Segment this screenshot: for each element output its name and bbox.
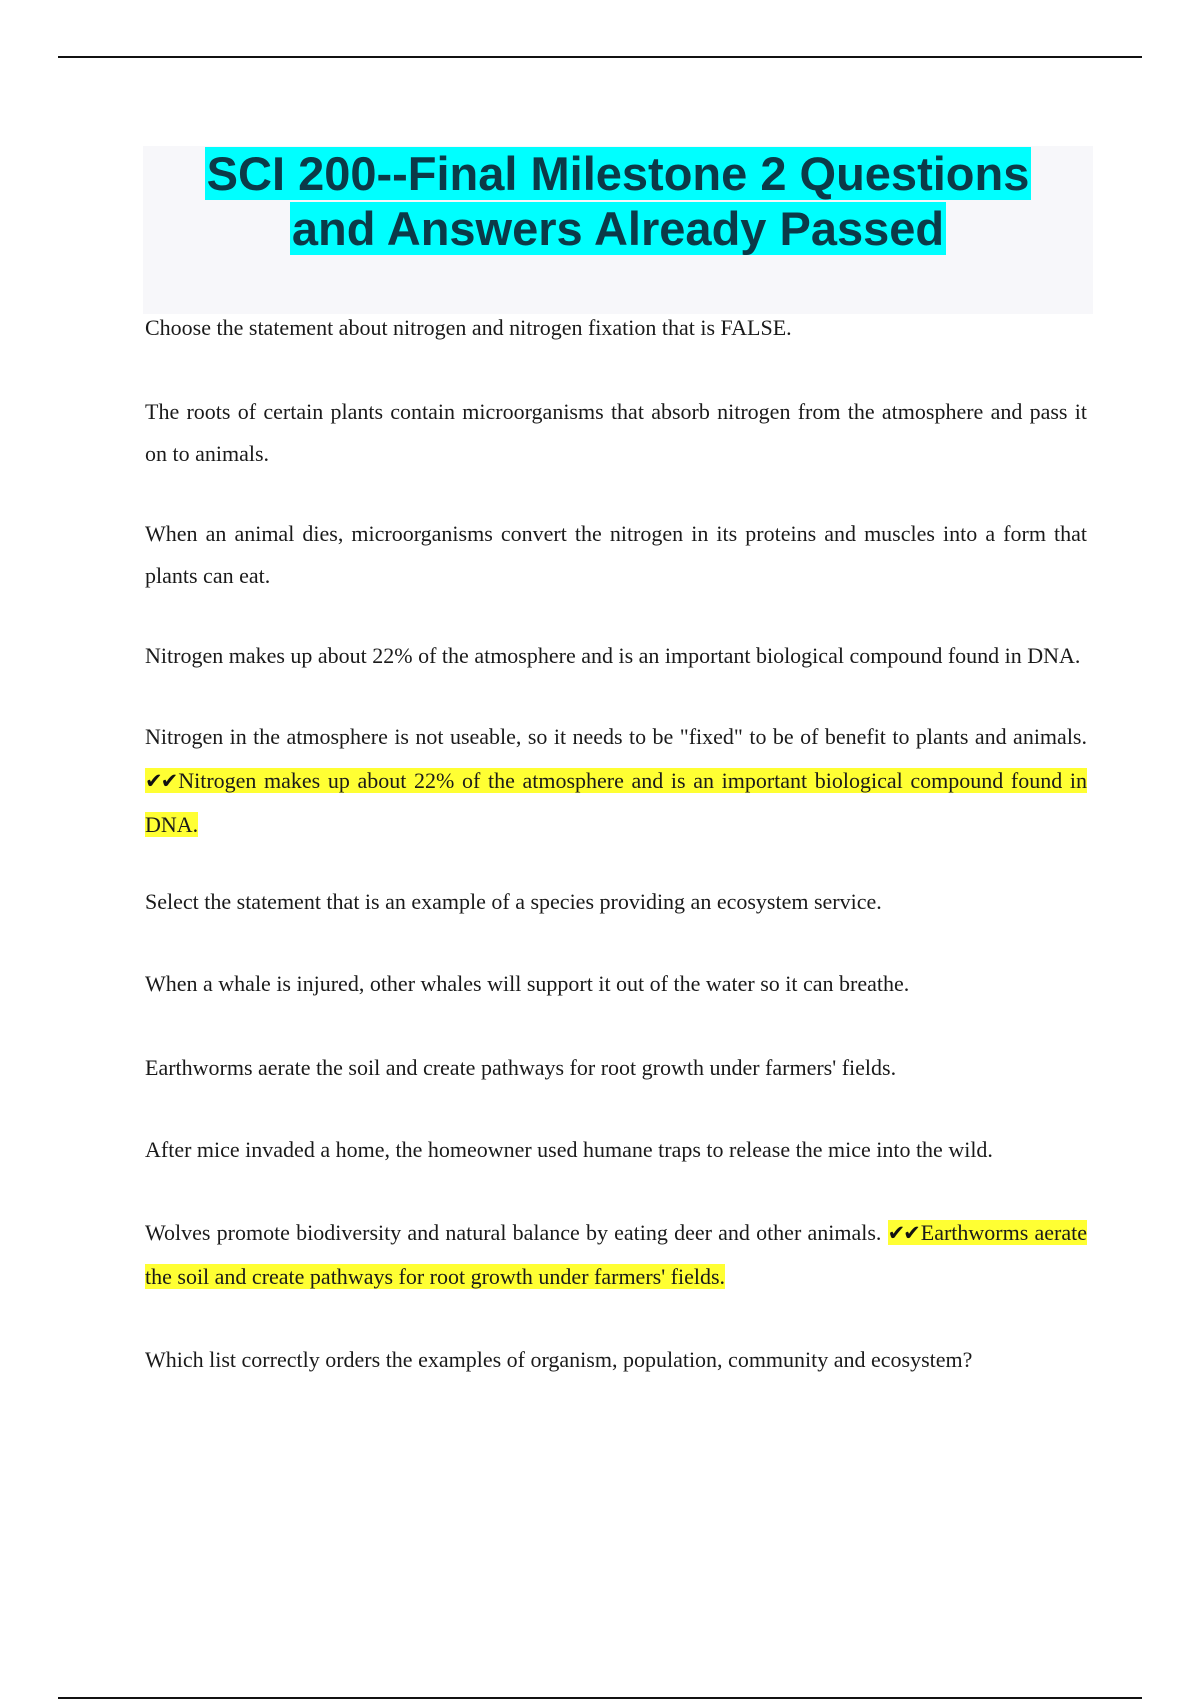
question-2: Select the statement that is an example of a species providing an ecosystem service. — [145, 889, 882, 914]
document-body — [145, 307, 1087, 1381]
question-1-option-4: Nitrogen in the atmosphere is not useable, so it needs to be "fixed" to be of benefit to plants and animals. — [145, 724, 1087, 749]
question-1-answer: Nitrogen makes up about 22% of the atmosphere and is an important biological compound found in DNA. — [145, 768, 1087, 837]
question-1-option-1: The roots of certain plants contain microorganisms that absorb nitrogen from the atmosphere and pass it on to animals. — [145, 399, 1087, 466]
checkmark-icon: ✔✔ — [887, 1221, 919, 1245]
question-1-option-2: When an animal dies, microorganisms convert the nitrogen in its proteins and muscles into a form that plants can eat. — [145, 521, 1087, 588]
question-2-option-2: Earthworms aerate the soil and create pathways for root growth under farmers' fields. — [145, 1055, 897, 1080]
question-3: Which list correctly orders the examples of organism, population, community and ecosystem? — [145, 1347, 973, 1372]
title-banner — [143, 146, 1093, 314]
question-2-option-4-with-answer — [145, 1211, 1087, 1299]
question-2-answer: Earthworms aerate the soil and create pathways for root growth under farmers' fields. — [145, 1220, 1087, 1289]
question-2-option-1: When a whale is injured, other whales will support it out of the water so it can breathe. — [145, 971, 910, 996]
footer-rule — [58, 1697, 1142, 1699]
question-2-option-3: After mice invaded a home, the homeowner used humane traps to release the mice into the wild. — [145, 1137, 993, 1162]
question-1-option-3: Nitrogen makes up about 22% of the atmosphere and is an important biological compound found in DNA. — [145, 643, 1081, 668]
document-title — [143, 146, 1093, 256]
checkmark-icon: ✔✔ — [145, 769, 177, 793]
header-rule — [58, 56, 1142, 58]
question-1-option-4-with-answer — [145, 715, 1087, 847]
answer-highlight-1 — [145, 768, 1087, 837]
title-line-2: and Answers Already Passed — [291, 202, 945, 255]
question-1: Choose the statement about nitrogen and nitrogen fixation that is FALSE. — [145, 315, 792, 340]
question-2-option-4: Wolves promote biodiversity and natural balance by eating deer and other animals. — [145, 1220, 882, 1245]
title-line-1: SCI 200--Final Milestone 2 Questions — [206, 147, 1030, 200]
